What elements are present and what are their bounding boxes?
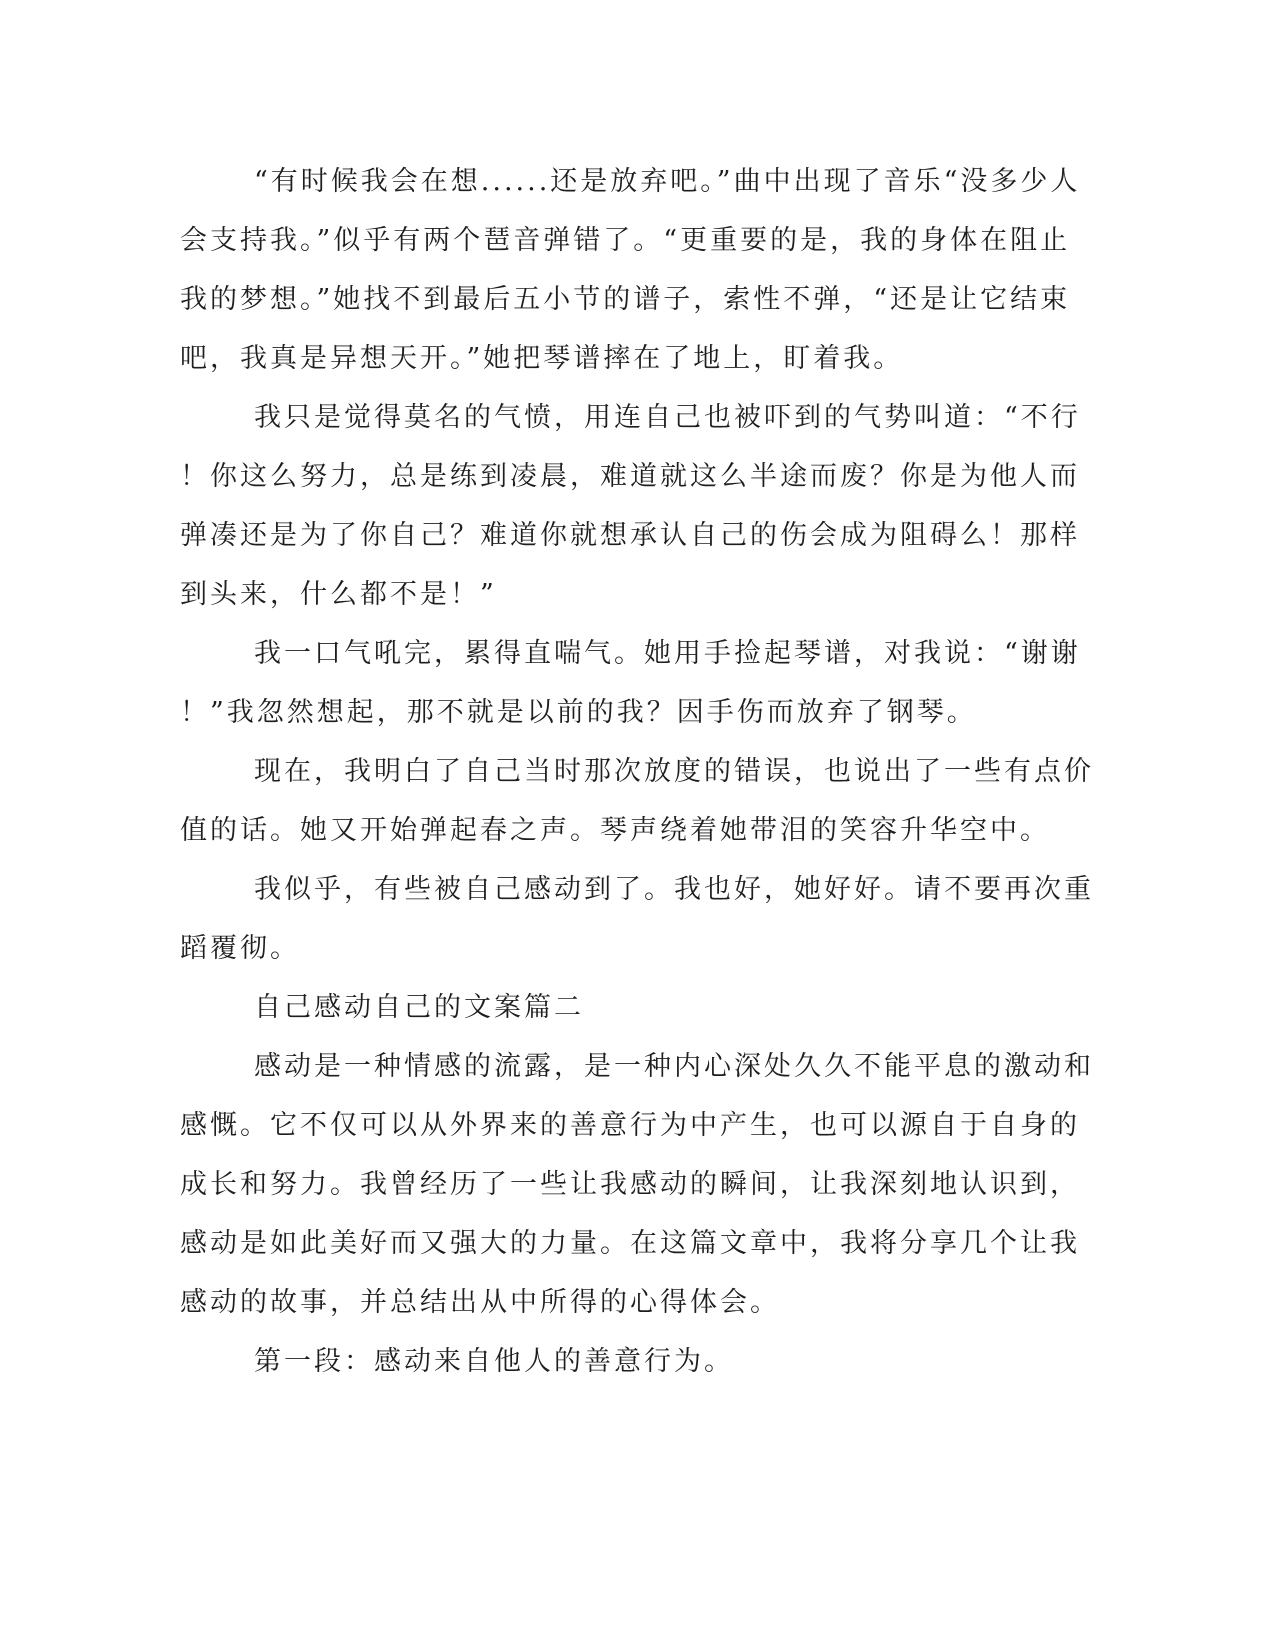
text-line: 吧，我真是异想天开。”她把琴谱摔在了地上，盯着我。	[180, 343, 904, 374]
text-line: 会支持我。”似乎有两个琶音弹错了。“更重要的是，我的身体在阻止	[180, 225, 1071, 256]
text-line: 第一段：感动来自他人的善意行为。	[254, 1346, 734, 1377]
text-line: ！你这么努力，总是练到凌晨，难道就这么半途而废？你是为他人而	[180, 461, 1080, 492]
text-line: 我似乎，有些被自己感动到了。我也好，她好好。请不要再次重	[254, 874, 1094, 905]
text-line: 成长和努力。我曾经历了一些让我感动的瞬间，让我深刻地认识到，	[180, 1169, 1080, 1200]
text-line: 感动是如此美好而又强大的力量。在这篇文章中，我将分享几个让我	[180, 1228, 1080, 1259]
text-line: 我一口气吼完，累得直喘气。她用手捡起琴谱，对我说：“谢谢	[254, 638, 1081, 669]
text-line: 到头来，什么都不是！”	[180, 579, 497, 610]
text-line: “有时候我会在想......还是放弃吧。”曲中出现了音乐“没多少人	[254, 166, 1081, 197]
document-body	[180, 152, 1094, 1391]
text-line: 蹈覆彻。	[180, 933, 300, 964]
text-line: 感慨。它不仅可以从外界来的善意行为中产生，也可以源自于自身的	[180, 1110, 1080, 1141]
text-line: ！”我忽然想起，那不就是以前的我？因手伤而放弃了钢琴。	[180, 697, 977, 728]
text-line: 我的梦想。”她找不到最后五小节的谱子，索性不弹，“还是让它结束	[180, 284, 1071, 315]
text-line: 现在，我明白了自己当时那次放度的错误，也说出了一些有点价	[254, 756, 1094, 787]
text-line: 我只是觉得莫名的气愤，用连自己也被吓到的气势叫道：“不行	[254, 402, 1081, 433]
text-line: 弹凑还是为了你自己？难道你就想承认自己的伤会成为阻碍么！那样	[180, 520, 1080, 551]
text-line: 值的话。她又开始弹起春之声。琴声绕着她带泪的笑容升华空中。	[180, 815, 1050, 846]
text-line: 感动的故事，并总结出从中所得的心得体会。	[180, 1287, 780, 1318]
text-line: 感动是一种情感的流露，是一种内心深处久久不能平息的激动和	[254, 1051, 1094, 1082]
section-heading: 自己感动自己的文案篇二	[254, 992, 584, 1023]
